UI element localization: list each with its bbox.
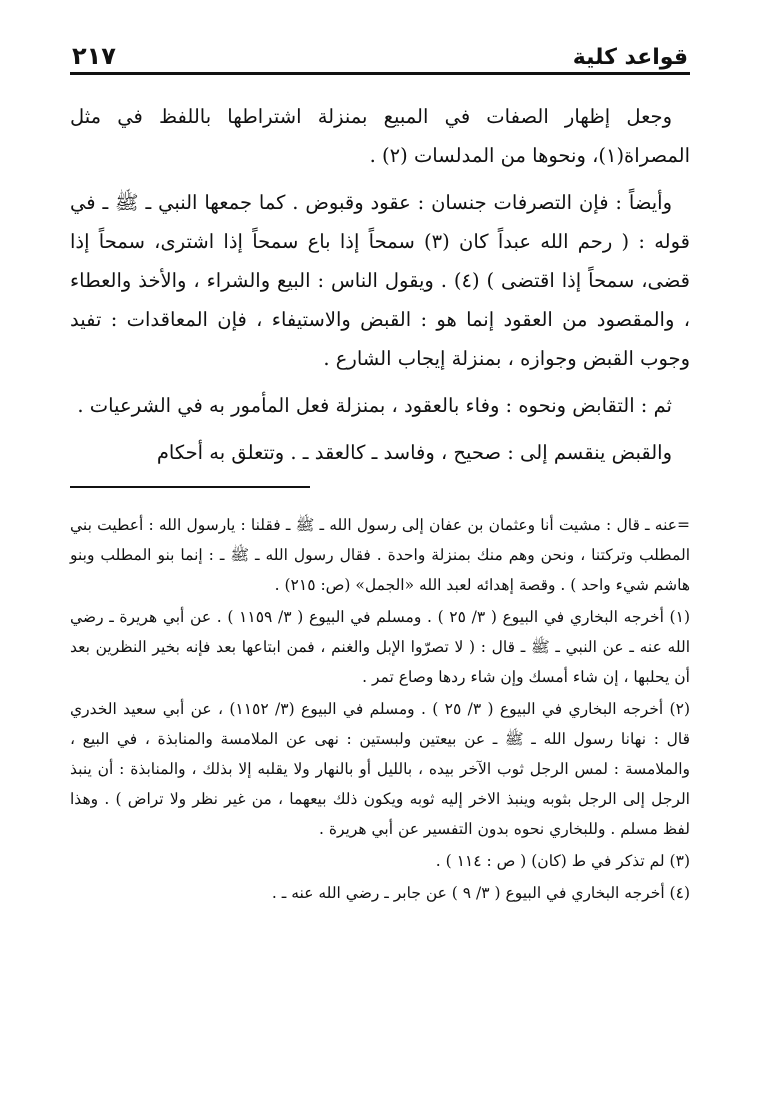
running-title: قواعد كلية xyxy=(572,45,688,70)
paragraph: ثم : التقابض ونحوه : وفاء بالعقود ، بمنزلة فعل المأمور به في الشرعيات . xyxy=(77,394,672,417)
footnotes xyxy=(70,510,690,908)
footnote-continuation: =عنه ـ قال : مشيت أنا وعثمان بن عفان إلى رسول الله ـ ﷺ ـ فقلنا : يارسول الله : أعطيت بني المطلب وتركتنا ، ونحن وهم منك بمنزلة واحدة . فقال رسول الله ـ ﷺ ـ : إنما بنو المطلب وبنو هاشم شيء واحد ) . وقصة إهدائه لعبد الله «الجمل» (ص: ٢١٥) . xyxy=(70,516,690,594)
paragraph: والقبض ينقسم إلى : صحيح ، وفاسد ـ كالعقد ـ . وتتعلق به أحكام xyxy=(156,441,672,464)
book-page xyxy=(70,36,690,1076)
footnote-4: (٤) أخرجه البخاري في البيوع ( ٣/ ٩ ) عن جابر ـ رضي الله عنه ـ . xyxy=(271,884,690,902)
main-text xyxy=(70,97,690,472)
footnote-1: (١) أخرجه البخاري في البيوع ( ٣/ ٢٥ ) . ومسلم في البيوع ( ٣/ ١١٥٩ ) . عن أبي هريرة ـ رضي الله عنه ـ عن النبي ـ ﷺ ـ قال : ( لا تصرّوا الإبل والغنم ، فمن ابتاعها بعد فإنه بخير النظرين بعد أن يحلبها ، إن شاء أمسك وإن شاء ردها وصاع تمر . xyxy=(70,608,690,686)
footnote-2: (٢) أخرجه البخاري في البيوع ( ٣/ ٢٥ ) . ومسلم في البيوع (٣/ ١١٥٢) ، عن أبي سعيد الخدري قال : نهانا رسول الله ـ ﷺ ـ عن بيعتين ولبستين : نهى عن الملامسة والمنابذة ، في البيع ، والملامسة : لمس الرجل ثوب الآخر بيده ، بالليل أو بالنهار ولا يقلبه إلا بذلك ، والمنابذة : أن ينبذ الرجل إلى الرجل بثوبه وينبذ الاخر إليه ثوبه ويكون ذلك بيعهما ، من غير نظر ولا تراض ) . وهذا لفظ مسلم . وللبخاري نحوه بدون التفسير عن أبي هريرة . xyxy=(70,700,690,838)
footnote-divider xyxy=(70,486,310,488)
page-number: ٢١٧ xyxy=(72,42,116,70)
page-header xyxy=(70,36,690,75)
footnote-3: (٣) لم تذكر في ط (كان) ( ص : ١١٤ ) . xyxy=(435,852,690,870)
paragraph: وجعل إظهار الصفات في المبيع بمنزلة اشتراطها باللفظ في مثل المصراة(١)، ونحوها من المدلسات (٢) . xyxy=(70,105,690,167)
paragraph: وأيضاً : فإن التصرفات جنسان : عقود وقبوض . كما جمعها النبي ـ ﷺ ـ في قوله : ( رحم الله عبداً كان (٣) سمحاً إذا باع سمحاً إذا اشترى، سمحاً إذا قضى، سمحاً إذا اقتضى ) (٤) . ويقول الناس : البيع والشراء ، والأخذ والعطاء ، والمقصود من العقود إنما هو : القبض والاستيفاء ، فإن المعاقدات : تفيد وجوب القبض وجوازه ، بمنزلة إيجاب الشارع . xyxy=(70,191,690,370)
